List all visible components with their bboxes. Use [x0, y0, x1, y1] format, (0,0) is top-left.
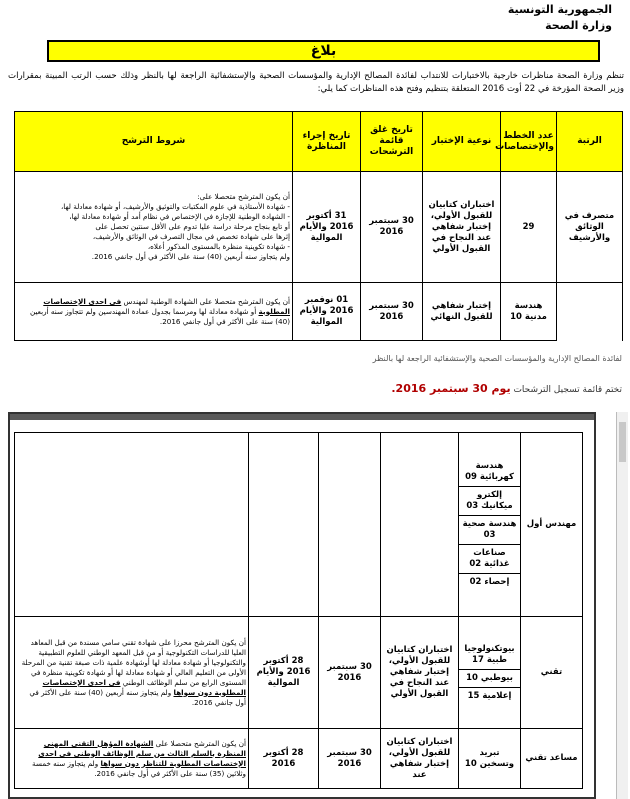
conditions-cell: أن يكون المترشح متحصلا على الشهادة المؤهل التقني المهني المنظرة بالسلم الثالث من سلم الوظائف الوطني في احدى الإختصاصات المطلوبة للتناظر دون سواها ولم يتجاوز سنه خمسة وثلاثين (35) سنة على الأكثر في أول جانفي 2016.	[15, 729, 249, 789]
specialties-cell: تبريد وتسخين 10	[459, 729, 521, 789]
rank-cell: تقني	[521, 617, 583, 729]
type-cell: اختباران كتابيان للقبول الأولي، إختبار شفاهي عند	[381, 729, 459, 789]
table-row	[15, 729, 583, 789]
republic-name: الجمهورية التونسية	[507, 3, 612, 16]
exam-date-cell: 28 أكتوبر 2016 والأيام الموالية	[249, 617, 319, 729]
table-row	[15, 617, 583, 729]
header-type: نوعية الإختبار	[423, 112, 501, 172]
condition-line: - شهادة تكوينية منظرة بالمستوى المذكور أعلاه،	[147, 242, 290, 251]
header-close-date: تاريخ غلق قائمة الترشحات	[361, 112, 423, 172]
header-exam-date: تاريخ إجراء المناظرة	[293, 112, 361, 172]
rank-cell: متصرف في الوثائق والأرشيف	[557, 172, 623, 283]
vertical-scrollbar[interactable]	[616, 412, 628, 799]
close-date-cell: 30 سبتمبر 2016	[361, 283, 423, 341]
rank-cell: مساعد تقني	[521, 729, 583, 789]
competitions-table-continued	[14, 432, 583, 789]
condition-line: أن يكون المترشح متحصلا على:	[197, 192, 290, 201]
condition-line: - الشهادة الوطنية للإجازة في الإختصاص في نظام أمد أو شهادة معادلة لها،	[69, 212, 290, 221]
rank-cell: مهندس أول	[521, 433, 583, 617]
condition-line: - شهادة الأستاذية في علوم المكتبات والتوثيق والأرشيف، أو شهادة معادلة لها،	[60, 202, 290, 211]
ministry-name: وزارة الصحة	[545, 19, 612, 32]
competitions-table	[14, 111, 623, 341]
deadline-date: يوم 30 سبتمبر 2016.	[391, 382, 511, 395]
conditions-cell: أن يكون المترشح محرزا على شهادة تقني سامي مسندة من قبل المعاهد العليا للدراسات التكنولوجية أو من قبل المعهد الوطني للعلوم التطبيقية والتكنولوجيا أو شهادة معادلة لها أوشهادة علمية ذات صبغة تقنية من المرحلة الأولى من التعليم العالي أو شهادة معادلة لها أو شهادة تكوينية منظرة في المستوى الرابع من سلم الوظائف الوطني في احدى الإختصاصات المطلوبة دون سواها ولم يتجاوز سنه أربعين (40) سنة على الأكثر في أول جانفي 2016.	[15, 617, 249, 729]
document-header	[508, 2, 612, 34]
exam-date-cell: 28 أكتوبر 2016	[249, 729, 319, 789]
notice-title: بلاغ	[47, 40, 600, 62]
close-date-cell: 30 سبتمبر 2016	[319, 617, 381, 729]
exam-date-cell: 31 أكتوبر 2016 والأيام الموالية	[293, 172, 361, 283]
frame-title-bar	[10, 414, 594, 420]
close-date-cell: 30 سبتمبر 2016	[361, 172, 423, 283]
conditions-cell: أن يكون المترشح متحصلا على الشهادة الوطنية لمهندس في احدى الإختصاصات المطلوبة أو شهادة معادلة لها ومرسما بجدول عمادة المهندسين ولم تتجاوز سنه أربعين (40) سنة على الأكثر في أول جانفي 2016.	[15, 283, 293, 341]
header-rank: الرتبة	[557, 112, 623, 172]
exam-date-cell: 01 نوفمبر 2016 والأيام الموالية	[293, 283, 361, 341]
table-row	[15, 283, 623, 341]
deadline-line: تختم قائمة تسجيل الترشحات يوم 30 سبتمبر 2016.	[391, 382, 622, 395]
specialties-cell: هندسة كهربائية 09 إلكترو ميكانيك 03 هندسة صحية 03 صناعات غذائية 02 إحصاء 02	[459, 433, 521, 617]
specialties-cell: بيوتكنولوجيا طبية 17 بيوطبي 10 إعلامية 15	[459, 617, 521, 729]
condition-line: أو تابع بنجاح مرحلة دراسة عليا تدوم على الأقل سنتين تحصل على	[95, 222, 290, 231]
faded-text-line: لفائدة المصالح الإدارية والمؤسسات الصحية والإستشفائية الراجعة لها بالنظر	[372, 354, 622, 363]
intro-paragraph: تنظم وزارة الصحة مناظرات خارجية بالاختبارات للانتداب لفائدة المصالح الإدارية والمؤسسات الصحية والإستشفائية الراجعة لها بالنظر وذلك حسب الرتب المبينة بمقرارات وزير الصحة المؤرخة في 22 أوت 2016 المتعلقة بتنظيم وفتح هذه المناظرات كما يلي:	[8, 71, 624, 94]
rank-cell: هندسة مدنية 10	[501, 283, 557, 341]
close-date-cell: 30 سبتمبر 2016	[319, 729, 381, 789]
scrollbar-thumb[interactable]	[619, 422, 626, 462]
table-row	[15, 433, 583, 617]
table-row	[15, 172, 623, 283]
header-conditions: شروط الترشح	[15, 112, 293, 172]
count-cell: 29	[501, 172, 557, 283]
conditions-cell	[15, 172, 293, 283]
condition-line: ولم يتجاوز سنه أربعين (40) سنة على الأكثر في أول جانفي 2016.	[91, 252, 290, 261]
type-cell: اختباران كتابيان للقبول الأولي، إختبار شفاهي عند النجاح في القبول الأولي	[381, 617, 459, 729]
header-count: عدد الخطط والإختصاصات	[501, 112, 557, 172]
type-cell: اختباران كتابيان للقبول الأولي، إختبار شفاهي عند النجاح في القبول الأولي	[423, 172, 501, 283]
type-cell: إختبار شفاهي للقبول النهائي	[423, 283, 501, 341]
condition-line: إثرها على شهادة تخصص في مجال التصرف في الوثائق والأرشيف،	[92, 232, 290, 241]
